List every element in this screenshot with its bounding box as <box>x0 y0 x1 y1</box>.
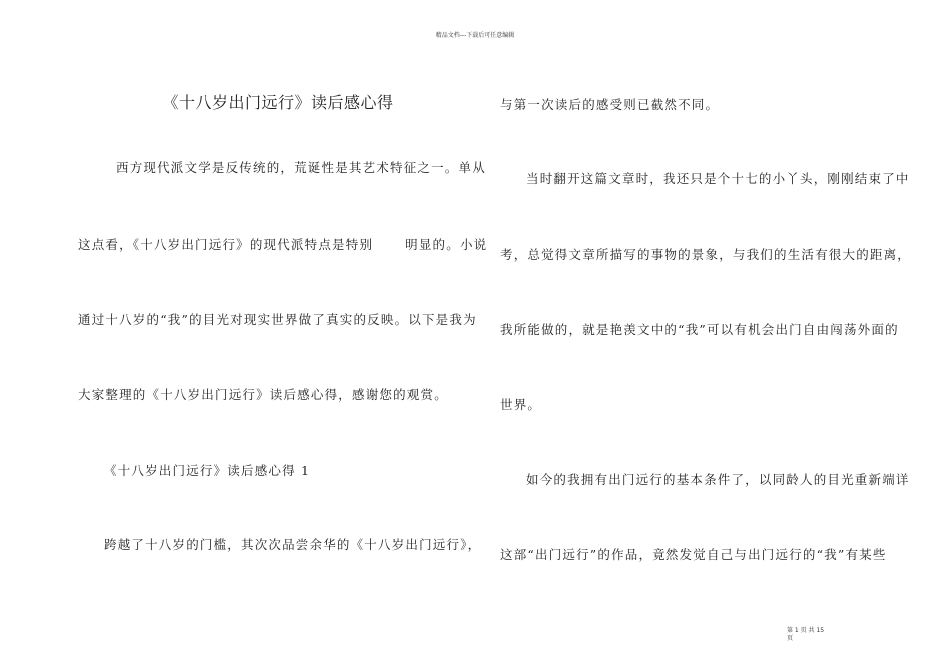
body-text-line: 如今的我拥有出门远行的基本条件了，以同龄人的目光重新端详 <box>526 472 910 487</box>
document-title: 《十八岁出门远行》读后感心得 <box>162 93 394 112</box>
body-text-line: 当时翻开这篇文章时，我还只是个十七的小丫头，刚刚结束了中 <box>526 171 910 186</box>
page-header: 精品文档---下载后可任意编辑 <box>435 32 515 39</box>
body-text-line: 跨越了十八岁的门槛，其次次品尝余华的《十八岁出门远行》， <box>104 537 482 552</box>
body-text-segment: 这点看，《十八岁出门远行》的现代派特点是特别 <box>78 237 374 252</box>
body-text-line: 世界。 <box>500 397 542 412</box>
body-text-line: 考，总觉得文章所描写的事物的景象，与我们的生活有很大的距离， <box>500 247 912 262</box>
body-text-line <box>78 235 487 253</box>
body-text-line: 与第一次读后的感受则已截然不同。 <box>500 97 720 112</box>
section-heading: 《十八岁出门远行》读后感心得 1 <box>104 463 311 478</box>
page-number <box>787 627 827 643</box>
body-text-line: 我所能做的，就是艳羡文中的“我”可以有机会出门自由闯荡外面的 <box>500 322 899 337</box>
page-number-line: 页 <box>787 635 794 642</box>
body-text-line: 通过十八岁的“我”的目光对现实世界做了真实的反映。以下是我为 <box>78 312 477 327</box>
body-text-line: 西方现代派文学是反传统的，荒诞性是其艺术特征之一。单从 <box>116 160 486 175</box>
body-text-line: 这部“出门远行”的作品，竟然发觉自己与出门远行的“我”有某些 <box>500 547 887 562</box>
page-number-line: 第 1 页 共 15 <box>787 627 825 634</box>
body-text-segment: 明显的。小说 <box>405 237 488 252</box>
body-text-line: 大家整理的《十八岁出门远行》读后感心得，感谢您的观赏。 <box>78 387 448 402</box>
